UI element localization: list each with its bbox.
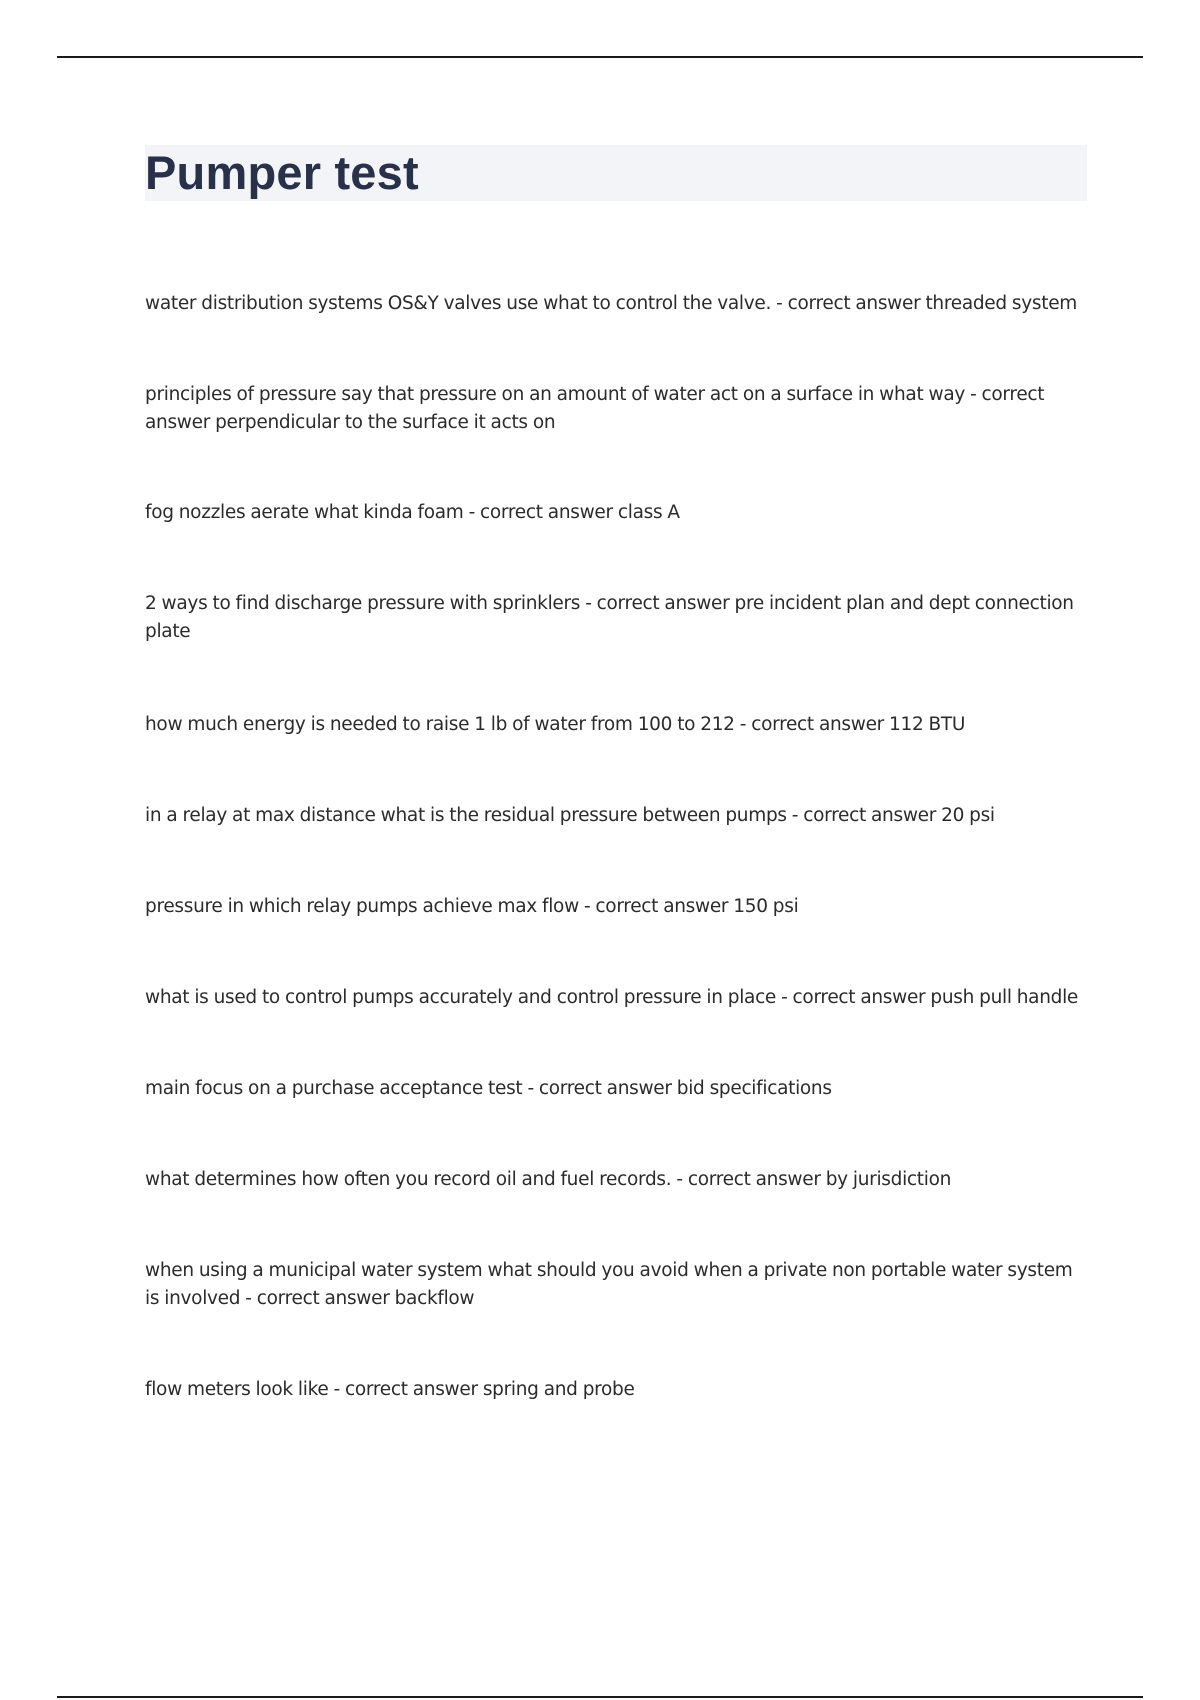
qa-item: main focus on a purchase acceptance test - correct answer bid specifications [145, 1078, 832, 1099]
qa-item: 2 ways to find discharge pressure with sprinklers - correct answer pre incident plan and dept connection plate [145, 593, 1074, 642]
qa-item: how much energy is needed to raise 1 lb of water from 100 to 212 - correct answer 112 BTU [145, 714, 966, 735]
qa-item: fog nozzles aerate what kinda foam - correct answer class A [145, 502, 680, 523]
qa-item: what determines how often you record oil and fuel records. - correct answer by jurisdiction [145, 1169, 952, 1190]
bottom-rule [57, 1696, 1143, 1698]
qa-item: water distribution systems OS&Y valves use what to control the valve. - correct answer threaded system [145, 293, 1077, 314]
qa-item: when using a municipal water system what should you avoid when a private non portable water system is involved - correct answer backflow [145, 1260, 1073, 1309]
qa-item: what is used to control pumps accurately and control pressure in place - correct answer push pull handle [145, 987, 1079, 1008]
document-title: Pumper test [145, 146, 419, 199]
top-rule [57, 56, 1143, 58]
qa-item: principles of pressure say that pressure on an amount of water act on a surface in what way - correct answer perpendicular to the surface it acts on [145, 384, 1045, 433]
qa-item: pressure in which relay pumps achieve max flow - correct answer 150 psi [145, 896, 799, 917]
qa-item: in a relay at max distance what is the residual pressure between pumps - correct answer 20 psi [145, 805, 995, 826]
qa-item: flow meters look like - correct answer spring and probe [145, 1379, 635, 1400]
